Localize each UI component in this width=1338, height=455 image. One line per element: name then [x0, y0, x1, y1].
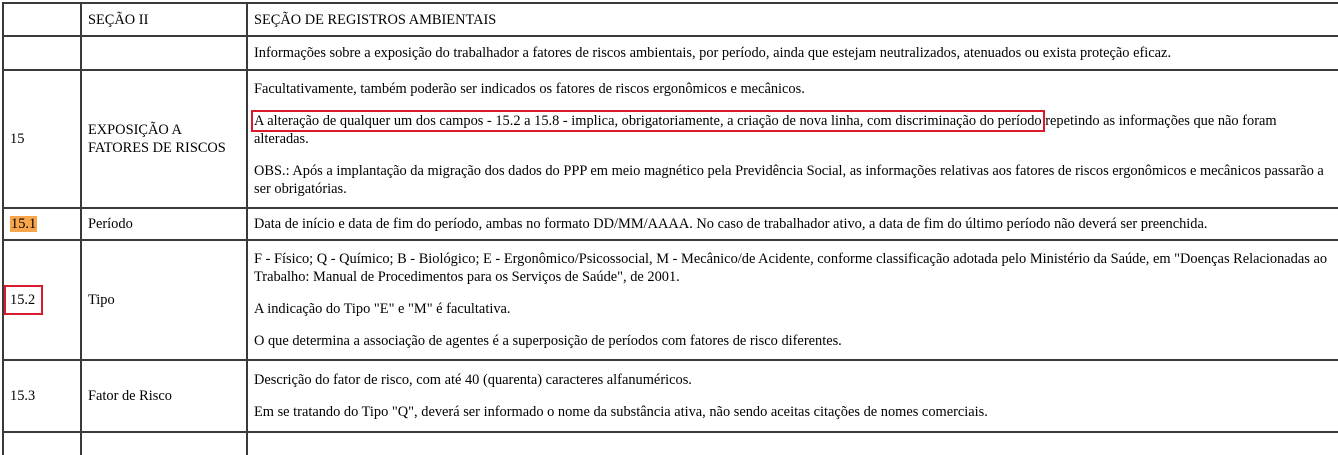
cell-empty: [3, 36, 81, 70]
description-paragraph: OBS.: Após a implantação da migração dos dados do PPP em meio magnético pela Previdência Social, as informações relativas aos fatores de riscos ergonômicos e mecânicos passarão a ser obrigatórias.: [254, 163, 1324, 197]
description-paragraph: F - Físico; Q - Químico; B - Biológico; E - Ergonômico/Psicossocial, M - Mecânico/de Acidente, conforme classificação adotada pelo Ministério da Saúde, em "Doenças Relacionadas ao Trabalho: Manual de Procedimentos para os Serviços de Saúde", de 2001.: [254, 251, 1328, 285]
cell-description: [247, 70, 1338, 208]
cell-item-number: 15.3: [3, 360, 81, 432]
description-paragraph: [254, 112, 1332, 148]
orange-highlight: 15.1: [11, 216, 37, 232]
red-annotation-box: 15.2: [4, 285, 43, 315]
table-row-15-2: [3, 240, 1338, 360]
description-text: repetindo as informações que não foram alteradas.: [254, 113, 1277, 147]
cell-field-name: Período: [81, 208, 247, 240]
cell-description: [247, 240, 1338, 360]
cell-description: Data de início e data de fim do período, ambas no formato DD/MM/AAAA. No caso de trabalhador ativo, a data de fim do último período não deverá ser preenchida.: [247, 208, 1338, 240]
description-paragraph: Em se tratando do Tipo "Q", deverá ser informado o nome da substância ativa, não sendo aceitas citações de nomes comerciais.: [254, 404, 988, 420]
cell-section-label: SEÇÃO II: [81, 3, 247, 36]
table-row-15-1: [3, 208, 1338, 240]
cell-empty: [247, 432, 1338, 455]
cell-description: [247, 360, 1338, 432]
cell-empty: [3, 432, 81, 455]
cell-item-number: [3, 3, 81, 36]
description-paragraph: O que determina a associação de agentes é a superposição de períodos com fatores de risco diferentes.: [254, 333, 842, 349]
cell-empty: [81, 36, 247, 70]
cell-info-text: Informações sobre a exposição do trabalhador a fatores de riscos ambientais, por período, ainda que estejam neutralizados, atenuados ou exista proteção eficaz.: [247, 36, 1338, 70]
cell-section-title: SEÇÃO DE REGISTROS AMBIENTAIS: [247, 3, 1338, 36]
cell-item-number: [3, 208, 81, 240]
ppp-section-table: [2, 2, 1338, 455]
red-annotation-box: A alteração de qualquer um dos campos - 15.2 a 15.8 - implica, obrigatoriamente, a criação de nova linha, com discriminação do período: [254, 113, 1042, 129]
cell-item-number: [3, 240, 81, 360]
cell-item-number: 15: [3, 70, 81, 208]
table-row-cutoff: [3, 432, 1338, 455]
table-row-15: [3, 70, 1338, 208]
table-row-section-header: [3, 3, 1338, 36]
description-paragraph: Descrição do fator de risco, com até 40 (quarenta) caracteres alfanuméricos.: [254, 372, 692, 388]
description-paragraph: Facultativamente, também poderão ser indicados os fatores de riscos ergonômicos e mecânicos.: [254, 81, 805, 97]
table-row-15-3: [3, 360, 1338, 432]
cell-field-name: Fator de Risco: [81, 360, 247, 432]
description-paragraph: A indicação do Tipo "E" e "M" é facultativa.: [254, 301, 511, 317]
table-row-info: [3, 36, 1338, 70]
cell-field-name: Tipo: [81, 240, 247, 360]
cell-field-name: EXPOSIÇÃO A FATORES DE RISCOS: [81, 70, 247, 208]
cell-empty: [81, 432, 247, 455]
